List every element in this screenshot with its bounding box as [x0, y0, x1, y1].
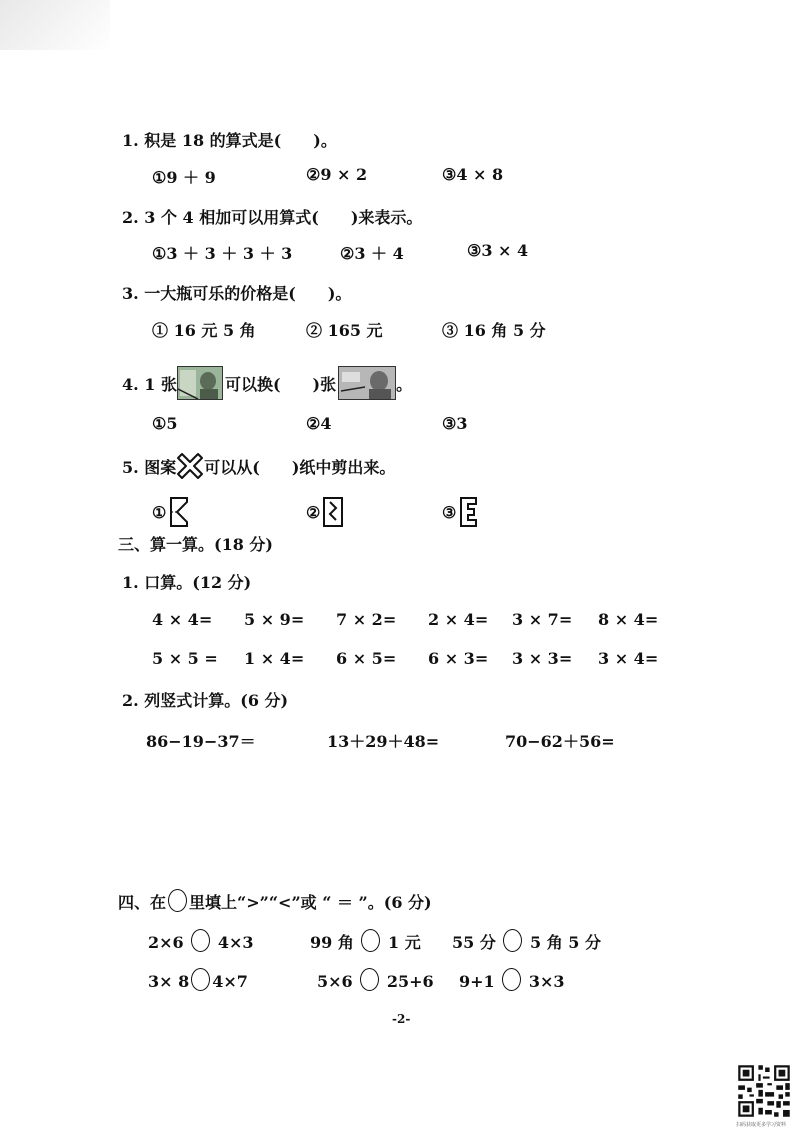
q4-options: [0, 414, 800, 438]
compare-right: 4×3: [217, 933, 254, 952]
compare-blank-circle[interactable]: [191, 929, 210, 952]
q5-stem-a: 5. 图案: [122, 458, 177, 477]
oral-calc-title: 1. 口算。(12 分): [122, 573, 252, 592]
oral-item[interactable]: 6 × 5=: [336, 649, 397, 668]
q5-option-3-label: ③: [442, 503, 457, 522]
q4-stem-a: 4. 1 张: [122, 375, 177, 394]
q5-option-1-label: ①: [152, 503, 167, 522]
cross-pattern-icon: [176, 451, 204, 481]
compare-item: [459, 968, 565, 991]
q1-option-2[interactable]: ②9 × 2: [306, 165, 368, 184]
qr-code-icon[interactable]: [736, 1063, 792, 1119]
oral-item[interactable]: 3 × 3=: [512, 649, 573, 668]
q3-option-2[interactable]: ② 165 元: [306, 321, 383, 340]
vertical-item[interactable]: 86−19−37＝: [146, 732, 256, 751]
q3-stem: 3. 一大瓶可乐的价格是( )。: [122, 284, 352, 303]
oral-item[interactable]: 2 × 4=: [428, 610, 489, 629]
oral-item[interactable]: 8 × 4=: [598, 610, 659, 629]
q4-stem-c: 。: [396, 375, 413, 394]
oral-row-2: [0, 649, 800, 673]
compare-item: [452, 929, 601, 953]
compare-item: [148, 968, 248, 991]
vertical-item[interactable]: 70−62＋56=: [505, 732, 615, 751]
compare-left: 5×6: [317, 972, 353, 991]
compare-blank-circle[interactable]: [360, 968, 379, 991]
compare-blank-circle[interactable]: [191, 968, 210, 991]
q5-option-3[interactable]: [442, 496, 480, 528]
qr-caption: 扫码获取更多学习资料: [736, 1122, 787, 1128]
q5-options: [0, 486, 800, 520]
compare-right: 4×7: [212, 972, 248, 991]
q2-option-2[interactable]: ②3 ＋ 4: [340, 244, 404, 263]
compare-item: [310, 929, 421, 953]
scan-shadow: [0, 0, 110, 50]
compare-left: 9+1: [459, 972, 495, 991]
compare-right: 25+6: [386, 972, 434, 991]
q4-stem: [122, 366, 412, 400]
q4-option-2[interactable]: ②4: [306, 414, 332, 433]
q2-option-3[interactable]: ③3 × 4: [467, 241, 529, 260]
compare-left: 3× 8: [148, 972, 190, 991]
q5-option-2-label: ②: [306, 503, 321, 522]
compare-blank-circle[interactable]: [503, 929, 522, 952]
compare-item: [317, 968, 434, 991]
compare-item: [148, 929, 254, 952]
compare-row-2: [0, 968, 800, 992]
answer-circle-icon: [168, 889, 187, 912]
compare-right: 1 元: [388, 933, 421, 952]
section-4-title: [118, 889, 432, 913]
section-4-title-a: 四、在: [118, 893, 167, 912]
q4-option-1[interactable]: ①5: [152, 414, 178, 433]
q2-options: [0, 241, 800, 265]
oral-item[interactable]: 5 × 5 =: [152, 649, 218, 668]
compare-blank-circle[interactable]: [361, 929, 380, 952]
oral-row-1: [0, 610, 800, 634]
two-yuan-note-image: [338, 366, 396, 400]
folded-paper-3-icon: [458, 496, 480, 528]
q2-stem: 2. 3 个 4 相加可以用算式( )来表示。: [122, 208, 423, 227]
folded-paper-2-icon: [322, 496, 344, 528]
compare-right: 3×3: [528, 972, 565, 991]
q3-options: [0, 318, 800, 342]
oral-item[interactable]: 1 × 4=: [244, 649, 305, 668]
q3-option-1[interactable]: ① 16 元 5 角: [152, 321, 256, 340]
compare-left: 99 角: [310, 933, 354, 952]
oral-item[interactable]: 6 × 3=: [428, 649, 489, 668]
oral-item[interactable]: 7 × 2=: [336, 610, 397, 629]
compare-left: 2×6: [148, 933, 184, 952]
section-4-title-b: 里填上“>”“<”或 “ ＝ ”。(6 分): [189, 893, 432, 912]
page-number: -2-: [392, 1012, 411, 1026]
vertical-calc-title: 2. 列竖式计算。(6 分): [122, 691, 289, 710]
q5-stem: [122, 451, 395, 481]
q5-option-2[interactable]: [306, 496, 344, 528]
compare-row-1: [0, 929, 800, 953]
q4-option-3[interactable]: ③3: [442, 414, 468, 433]
ten-yuan-note-image: [177, 366, 223, 400]
vertical-calc-row: [0, 729, 800, 753]
q1-option-3[interactable]: ③4 × 8: [442, 165, 504, 184]
q1-stem: 1. 积是 18 的算式是( )。: [122, 131, 337, 150]
q3-option-3[interactable]: ③ 16 角 5 分: [442, 321, 546, 340]
compare-blank-circle[interactable]: [502, 968, 521, 991]
section-3-title: 三、算一算。(18 分): [118, 535, 273, 554]
q4-stem-b: 可以换( )张: [224, 375, 337, 394]
oral-item[interactable]: 3 × 7=: [512, 610, 573, 629]
q1-options: [0, 165, 800, 189]
vertical-item[interactable]: 13＋29＋48=: [327, 732, 440, 751]
q2-option-1[interactable]: ①3 ＋ 3 ＋ 3 ＋ 3: [152, 244, 293, 263]
folded-paper-1-icon: [168, 496, 190, 528]
compare-left: 55 分: [452, 933, 496, 952]
compare-right: 5 角 5 分: [530, 933, 601, 952]
oral-item[interactable]: 3 × 4=: [598, 649, 659, 668]
q1-option-1[interactable]: ①9 ＋ 9: [152, 168, 216, 187]
q5-stem-b: 可以从( )纸中剪出来。: [204, 458, 396, 477]
oral-item[interactable]: 5 × 9=: [244, 610, 305, 629]
q5-option-1[interactable]: [152, 496, 190, 528]
oral-item[interactable]: 4 × 4=: [152, 610, 213, 629]
